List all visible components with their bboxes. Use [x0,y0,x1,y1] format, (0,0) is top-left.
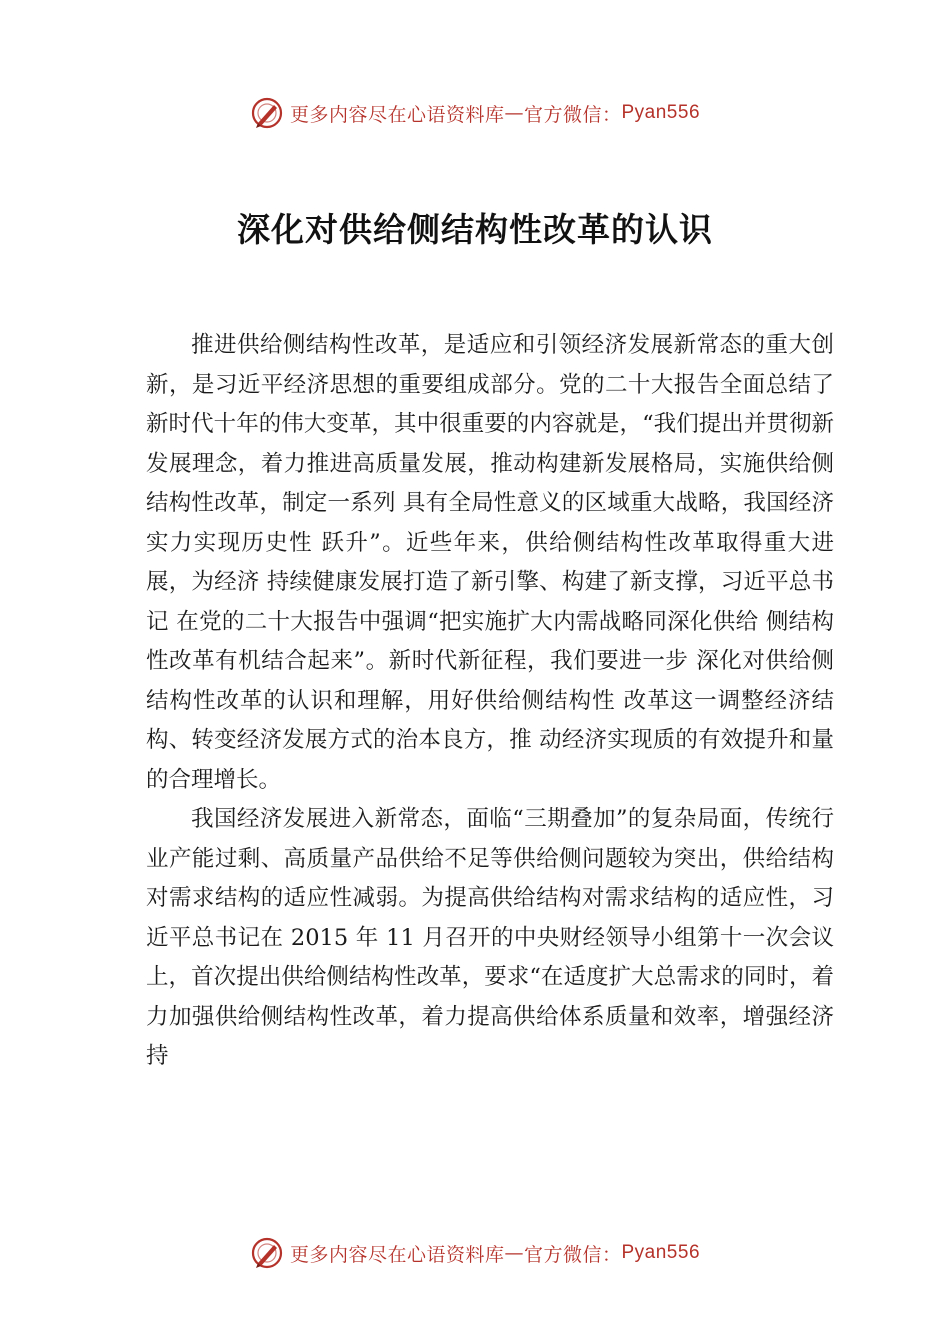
pen-logo-icon [250,1236,284,1270]
body-text [146,326,834,1077]
banner-label: 官方微信： [523,103,622,126]
wechat-id: Pyan556 [621,102,701,123]
banner-separator: — [504,1242,524,1264]
pen-logo-icon [250,96,284,130]
banner-text: 更多内容尽在心语资料库 [289,103,505,126]
header-banner [0,96,950,130]
banner-label: 官方微信： [523,1243,622,1266]
page-title: 深化对供给侧结构性改革的认识 [237,210,713,249]
paragraph: 我国经济发展进入新常态，面临“三期叠加”的复杂局面，传统行业产能过剩、高质量产品供给不足等供给侧问题较为突出，供给结构对需求结构的适应性减弱。为提高供给结构对需求结构的适应性，习近平总书记在 2015 年 11 月召开的中央财经领导小组第十一次会议上，首次提出供给侧结构性改革，要求“在适度扩大总需求的同时，着力加强供给侧结构性改革，着力提高供给体系质量和效率，增强经济持 [146,806,834,1069]
paragraph: 推进供给侧结构性改革，是适应和引领经济发展新常态的重大创新，是习近平经济思想的重要组成部分。党的二十大报告全面总结了新时代十年的伟大变革，其中很重要的内容就是，“我们提出并贯彻新发展理念，着力推进高质量发展，推动构建新发展格局，实施供给侧结构性改革，制定一系列 具有全局性意义的区域重大战略，我国经济实力实现历史性 跃升”。近些年来，供给侧结构性改革取得重大进展，为经济 持续健康发展打造了新引擎、构建了新支撑，习近平总书记 在党的二十大报告中强调“把实施扩大内需战略同深化供给 侧结构性改革有机结合起来”。新时代新征程，我们要进一步 深化对供给侧结构性改革的认识和理解，用好供给侧结构性 改革这一调整经济结构、转变经济发展方式的治本良方，推 动经济实现质的有效提升和量的合理增长。 [146,332,834,793]
wechat-id: Pyan556 [621,1242,701,1263]
banner-text: 更多内容尽在心语资料库 [289,1243,505,1266]
footer-banner [0,1236,950,1270]
banner-separator: — [504,102,524,124]
